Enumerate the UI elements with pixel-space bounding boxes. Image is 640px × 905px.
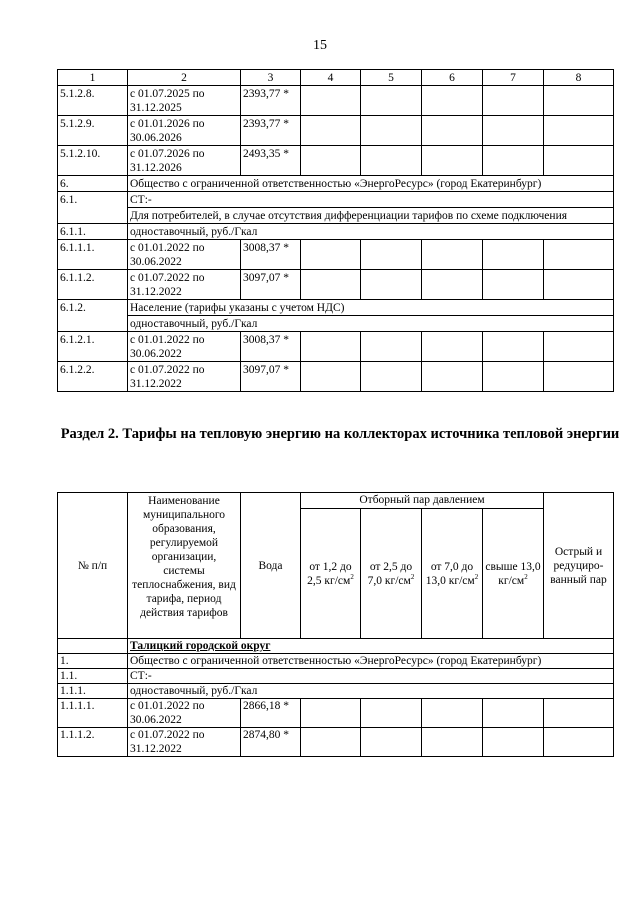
row-period: с 01.01.2022 по 30.06.2022: [128, 240, 241, 270]
table-row: [58, 699, 614, 728]
header-name: Наименование муниципального образования, регулируемой организации, системы теплоснабжения, вид тарифа, период действия тарифов: [128, 493, 241, 639]
empty-cell: [301, 86, 361, 116]
empty-cell: [483, 116, 544, 146]
empty-cell: [422, 699, 483, 728]
row-code: 6.1.2.1.: [58, 332, 128, 362]
empty-cell: [361, 728, 422, 757]
empty-cell: [544, 146, 614, 176]
page-number: 15: [313, 38, 327, 53]
empty-cell: [361, 146, 422, 176]
row-code: 5.1.2.9.: [58, 116, 128, 146]
row-value: 3008,37 *: [241, 332, 301, 362]
row-code: 6.1.1.: [58, 224, 128, 240]
row-code: 6.1.: [58, 192, 128, 224]
table-row: [58, 192, 614, 208]
empty-cell: [422, 332, 483, 362]
empty-cell: [301, 270, 361, 300]
row-period: с 01.07.2022 по 31.12.2022: [128, 728, 241, 757]
empty-cell: [483, 332, 544, 362]
empty-cell: [483, 146, 544, 176]
empty-cell: [361, 270, 422, 300]
empty-cell: [483, 699, 544, 728]
empty-cell: [422, 270, 483, 300]
table-row: [58, 270, 614, 300]
empty-cell: [301, 240, 361, 270]
table-row: [58, 146, 614, 176]
row-text-secondary: Для потребителей, в случае отсутствия дифференциации тарифов по схеме подключения: [128, 208, 614, 224]
empty-cell: [544, 362, 614, 392]
empty-cell: [422, 240, 483, 270]
column-number: 6: [422, 70, 483, 86]
row-text: одноставочный, руб./Гкал: [128, 684, 614, 699]
row-period: с 01.07.2026 по 31.12.2026: [128, 146, 241, 176]
row-code: 1.1.: [58, 669, 128, 684]
empty-cell: [544, 699, 614, 728]
row-value: 2493,35 *: [241, 146, 301, 176]
column-number: 7: [483, 70, 544, 86]
column-number: 4: [301, 70, 361, 86]
row-period: с 01.07.2025 по 31.12.2025: [128, 86, 241, 116]
table-row: [58, 86, 614, 116]
empty-cell: [301, 728, 361, 757]
table-row: [58, 654, 614, 669]
empty-cell: [483, 728, 544, 757]
row-code: 5.1.2.10.: [58, 146, 128, 176]
empty-cell: [483, 86, 544, 116]
row-value: 2866,18 *: [241, 699, 301, 728]
empty-cell: [361, 699, 422, 728]
row-code: 1.1.1.2.: [58, 728, 128, 757]
table-row: [58, 728, 614, 757]
row-period: с 01.01.2022 по 30.06.2022: [128, 699, 241, 728]
header-steam-2: от 2,5 до 7,0 $кг/см^2$: [361, 509, 422, 639]
empty-cell: [301, 362, 361, 392]
row-value: 3097,07 *: [241, 362, 301, 392]
column-number: 1: [58, 70, 128, 86]
district-num: [58, 639, 128, 654]
empty-cell: [544, 270, 614, 300]
section-title: Раздел 2. Тарифы на тепловую энергию на коллекторах источника тепловой энергии: [60, 426, 620, 442]
row-code: 6.1.1.1.: [58, 240, 128, 270]
empty-cell: [361, 332, 422, 362]
row-code: 6.1.1.2.: [58, 270, 128, 300]
table-row: [58, 300, 614, 316]
row-text: одноставочный, руб./Гкал: [128, 224, 614, 240]
row-period: с 01.07.2022 по 31.12.2022: [128, 362, 241, 392]
empty-cell: [361, 86, 422, 116]
row-value: 3008,37 *: [241, 240, 301, 270]
empty-cell: [301, 699, 361, 728]
empty-cell: [483, 270, 544, 300]
table-row: [58, 332, 614, 362]
table-row: [58, 316, 614, 332]
header-steam-group: Отборный пар давлением: [301, 493, 544, 509]
row-value: 2874,80 *: [241, 728, 301, 757]
empty-cell: [483, 240, 544, 270]
empty-cell: [544, 332, 614, 362]
empty-cell: [422, 116, 483, 146]
header-steam-1: от 1,2 до 2,5 $кг/см^2$: [301, 509, 361, 639]
row-text: Общество с ограниченной ответственностью «ЭнергоРесурс» (город Екатеринбург): [128, 176, 614, 192]
column-number: 2: [128, 70, 241, 86]
row-value: 3097,07 *: [241, 270, 301, 300]
row-code: 6.: [58, 176, 128, 192]
empty-cell: [544, 240, 614, 270]
table-row: [58, 208, 614, 224]
row-value: 2393,77 *: [241, 86, 301, 116]
row-period: с 01.01.2022 по 30.06.2022: [128, 332, 241, 362]
table-row: [58, 240, 614, 270]
table-row: [58, 669, 614, 684]
row-code: 1.1.1.: [58, 684, 128, 699]
row-text-secondary: одноставочный, руб./Гкал: [128, 316, 614, 332]
empty-cell: [422, 362, 483, 392]
header-steam-3: от 7,0 до 13,0 $кг/см^2$: [422, 509, 483, 639]
row-text: СТ:-: [128, 669, 614, 684]
table-row: [58, 224, 614, 240]
empty-cell: [422, 86, 483, 116]
table-row: [58, 116, 614, 146]
empty-cell: [544, 86, 614, 116]
row-value: 2393,77 *: [241, 116, 301, 146]
header-row: [58, 70, 614, 86]
row-code: 5.1.2.8.: [58, 86, 128, 116]
column-number: 5: [361, 70, 422, 86]
empty-cell: [301, 146, 361, 176]
row-text: Общество с ограниченной ответственностью «ЭнергоРесурс» (город Екатеринбург): [128, 654, 614, 669]
table-row: [58, 176, 614, 192]
column-number: 3: [241, 70, 301, 86]
empty-cell: [361, 362, 422, 392]
empty-cell: [544, 116, 614, 146]
empty-cell: [301, 332, 361, 362]
empty-cell: [361, 240, 422, 270]
row-code: 1.: [58, 654, 128, 669]
row-text: Население (тарифы указаны с учетом НДС): [128, 300, 614, 316]
district-name: Талицкий городской округ: [128, 639, 614, 654]
empty-cell: [483, 362, 544, 392]
row-code: 1.1.1.1.: [58, 699, 128, 728]
empty-cell: [422, 728, 483, 757]
header-sharp-steam: Острый и редуциро-ванный пар: [544, 493, 614, 639]
row-code: 6.1.2.2.: [58, 362, 128, 392]
table-row: [58, 362, 614, 392]
row-period: с 01.01.2026 по 30.06.2026: [128, 116, 241, 146]
header-num: № п/п: [58, 493, 128, 639]
header-steam-4: свыше 13,0 $кг/см^2$: [483, 509, 544, 639]
empty-cell: [301, 116, 361, 146]
column-number: 8: [544, 70, 614, 86]
collector-tariff-table: [57, 492, 614, 757]
table-row: [58, 684, 614, 699]
tariff-table-continued: [57, 69, 614, 392]
header-water: Вода: [241, 493, 301, 639]
row-text: СТ:-: [128, 192, 614, 208]
empty-cell: [361, 116, 422, 146]
empty-cell: [422, 146, 483, 176]
row-code: 6.1.2.: [58, 300, 128, 332]
empty-cell: [544, 728, 614, 757]
row-period: с 01.07.2022 по 31.12.2022: [128, 270, 241, 300]
